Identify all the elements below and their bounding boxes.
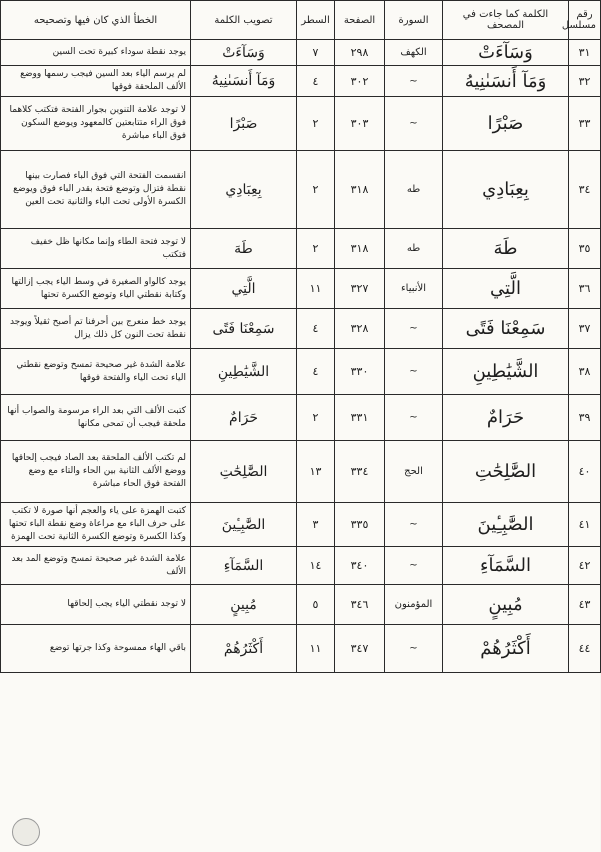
cell-sura: ~	[385, 395, 443, 441]
table-row	[1, 503, 601, 547]
cell-page: ٣٠٣	[335, 97, 385, 151]
cell-word: الَّتِي	[443, 269, 569, 309]
cell-num: ٤٣	[569, 585, 601, 625]
cell-correction: الصَّٰلِحَٰتِ	[191, 441, 297, 503]
cell-line: ٢	[297, 151, 335, 229]
cell-line: ٢	[297, 97, 335, 151]
table-row	[1, 625, 601, 673]
cell-num: ٣٣	[569, 97, 601, 151]
cell-note: يوجد نقطة سوداء كبيرة تحت السين	[1, 40, 191, 66]
cell-note: يوجد كالواو الصغيرة في وسط الياء يجب إزالتها وكتابة نقطتي الياء وتوضع الكسرة تحتها	[1, 269, 191, 309]
cell-correction: مُبِينٍ	[191, 585, 297, 625]
cell-correction: صَبْرًا	[191, 97, 297, 151]
cell-page: ٣٤٦	[335, 585, 385, 625]
cell-note: كتبت الألف التي بعد الراء مرسومة والصواب أنها ملحقة فيجب أن تمحى مكانها	[1, 395, 191, 441]
cell-sura: ~	[385, 547, 443, 585]
cell-page: ٣٤٠	[335, 547, 385, 585]
cell-page: ٢٩٨	[335, 40, 385, 66]
cell-num: ٣٢	[569, 66, 601, 97]
cell-sura: ~	[385, 309, 443, 349]
cell-line: ٢	[297, 395, 335, 441]
table-row	[1, 585, 601, 625]
cell-line: ٤	[297, 309, 335, 349]
cell-sura: الحج	[385, 441, 443, 503]
cell-word: سَمِعْنَا فَتًى	[443, 309, 569, 349]
cell-word: الشَّيَٰطِينِ	[443, 349, 569, 395]
cell-sura: طه	[385, 151, 443, 229]
cell-page: ٣٣٠	[335, 349, 385, 395]
cell-sura: ~	[385, 66, 443, 97]
header-word: الكلمة كما جاءت في المصحف	[443, 1, 569, 40]
cell-word: بِعِبَادِي	[443, 151, 569, 229]
cell-line: ٣	[297, 503, 335, 547]
cell-num: ٣٥	[569, 229, 601, 269]
header-row	[1, 1, 601, 40]
cell-num: ٣٨	[569, 349, 601, 395]
cell-page: ٣٤٧	[335, 625, 385, 673]
cell-note: كتبت الهمزة على ياء والعجم أنها صورة لا تكتب على حرف الباء مع مراعاة وضع نقطة الباء تحتها وكذا الكسرة وتوضع الكسرة الثانية تحت الهمزة	[1, 503, 191, 547]
table-row	[1, 151, 601, 229]
cell-sura: ~	[385, 97, 443, 151]
header-page: الصفحة	[335, 1, 385, 40]
cell-correction: سَمِعْنَا فَتًى	[191, 309, 297, 349]
cell-sura: المؤمنون	[385, 585, 443, 625]
cell-note: لم تكتب الألف الملحقة بعد الصاد فيجب إلحاقها ووضع الألف الثانية بين الحاء والتاء مع وضع الفتحة فوق الحاء مباشرة	[1, 441, 191, 503]
punch-hole	[12, 818, 40, 846]
cell-sura: الكهف	[385, 40, 443, 66]
header-num: رقم مسلسل	[569, 1, 601, 40]
cell-num: ٤٢	[569, 547, 601, 585]
table-row	[1, 40, 601, 66]
table-row	[1, 547, 601, 585]
cell-page: ٣٠٢	[335, 66, 385, 97]
cell-correction: وَسَآءَتْ	[191, 40, 297, 66]
cell-line: ٢	[297, 229, 335, 269]
cell-note: علامة الشدة غير صحيحة تمسح وتوضع المد بعد الألف	[1, 547, 191, 585]
table-row	[1, 441, 601, 503]
cell-correction: حَرَامٌ	[191, 395, 297, 441]
cell-note: انقسمت الفتحة التي فوق الباء فصارت بينها نقطة فتزال وتوضع فتحة بقدر الباء فوق ويوضع الكسرة الأولى تحت الباء والثانية تحت العين	[1, 151, 191, 229]
cell-line: ٥	[297, 585, 335, 625]
cell-page: ٣٣٥	[335, 503, 385, 547]
cell-sura: طه	[385, 229, 443, 269]
cell-word: طَهَ	[443, 229, 569, 269]
cell-word: حَرَامٌ	[443, 395, 569, 441]
table-row	[1, 349, 601, 395]
cell-line: ٤	[297, 349, 335, 395]
table-row	[1, 269, 601, 309]
cell-correction: السَّمَآءِ	[191, 547, 297, 585]
cell-page: ٣٣١	[335, 395, 385, 441]
cell-num: ٣٤	[569, 151, 601, 229]
table-row	[1, 66, 601, 97]
header-note: الخطأ الذي كان فيها وتصحيحه	[1, 1, 191, 40]
cell-correction: أَكْثَرُهُمْ	[191, 625, 297, 673]
cell-sura: ~	[385, 349, 443, 395]
cell-note: لا توجد فتحة الطاء وإنما مكانها ظل خفيف فتكتب	[1, 229, 191, 269]
cell-num: ٤٤	[569, 625, 601, 673]
cell-word: السَّمَآءِ	[443, 547, 569, 585]
cell-word: الصَّٰبِـِٔينَ	[443, 503, 569, 547]
cell-num: ٣٩	[569, 395, 601, 441]
cell-correction: بِعِبَادِي	[191, 151, 297, 229]
cell-page: ٣١٨	[335, 151, 385, 229]
cell-correction: وَمَآ أَنسَىٰنِيهُ	[191, 66, 297, 97]
table-row	[1, 395, 601, 441]
cell-line: ٤	[297, 66, 335, 97]
cell-page: ٣٢٨	[335, 309, 385, 349]
cell-word: صَبْرًا	[443, 97, 569, 151]
table-row	[1, 229, 601, 269]
cell-line: ١١	[297, 625, 335, 673]
cell-num: ٣١	[569, 40, 601, 66]
cell-sura: ~	[385, 625, 443, 673]
table-row	[1, 97, 601, 151]
cell-correction: الشَّيَٰطِينِ	[191, 349, 297, 395]
cell-num: ٣٦	[569, 269, 601, 309]
cell-num: ٤١	[569, 503, 601, 547]
table-row	[1, 309, 601, 349]
cell-word: أَكْثَرُهُمْ	[443, 625, 569, 673]
cell-correction: طَهَ	[191, 229, 297, 269]
cell-sura: ~	[385, 503, 443, 547]
cell-note: لا توجد علامة التنوين بجوار الفتحة فتكتب كلاهما فوق الراء متتابعتين كالمعهود ويوضع السكون فوق الباء مباشرة	[1, 97, 191, 151]
header-correction: تصويب الكلمة	[191, 1, 297, 40]
cell-note: لم يرسم الياء بعد السين فيجب رسمها ووضع الألف الملحقة فوقها	[1, 66, 191, 97]
cell-page: ٣٣٤	[335, 441, 385, 503]
cell-page: ٣١٨	[335, 229, 385, 269]
cell-word: وَسَآءَتْ	[443, 40, 569, 66]
cell-line: ١٤	[297, 547, 335, 585]
cell-word: مُبِينٍ	[443, 585, 569, 625]
cell-num: ٤٠	[569, 441, 601, 503]
cell-correction: الَّتِي	[191, 269, 297, 309]
cell-note: يوجد خط منعرج بين أحرفنا تم أصبح ثقيلاً ويوجد نقطة تحت النون كل ذلك يزال	[1, 309, 191, 349]
cell-line: ١١	[297, 269, 335, 309]
cell-note: لا توجد نقطتي الياء يجب إلحاقها	[1, 585, 191, 625]
cell-num: ٣٧	[569, 309, 601, 349]
header-line: السطر	[297, 1, 335, 40]
cell-sura: الأنبياء	[385, 269, 443, 309]
cell-page: ٣٢٧	[335, 269, 385, 309]
header-sura: السورة	[385, 1, 443, 40]
cell-word: وَمَآ أَنسَىٰنِيهُ	[443, 66, 569, 97]
cell-correction: الصَّٰبِـِٔينَ	[191, 503, 297, 547]
cell-line: ١٣	[297, 441, 335, 503]
cell-word: الصَّٰلِحَٰتِ	[443, 441, 569, 503]
cell-line: ٧	[297, 40, 335, 66]
cell-note: باقي الهاء ممسوحة وكذا جرتها توضع	[1, 625, 191, 673]
cell-note: علامة الشدة غير صحيحة تمسح وتوضع نقطتي الياء تحت الياء والفتحة فوقها	[1, 349, 191, 395]
